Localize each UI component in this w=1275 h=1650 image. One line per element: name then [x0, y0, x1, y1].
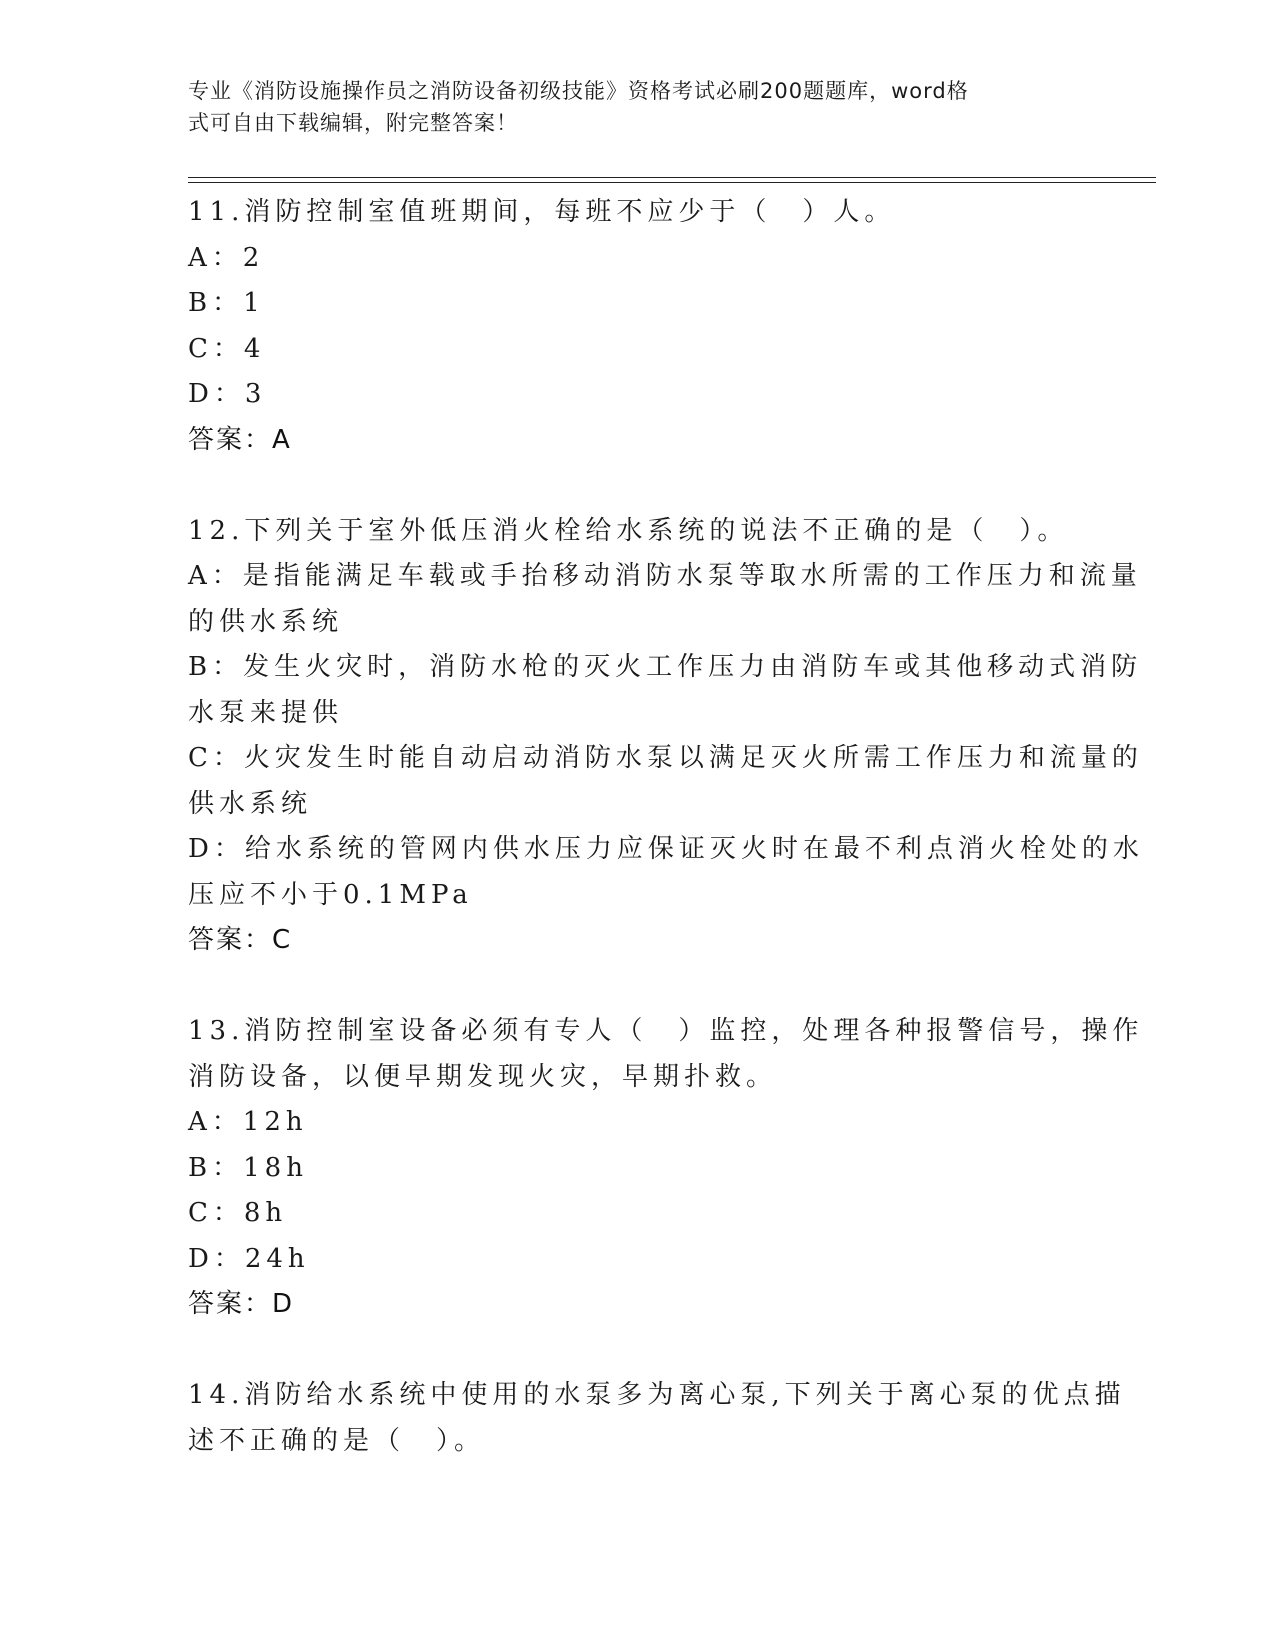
option-line: B：发生火灾时，消防水枪的灭火工作压力由消防车或其他移动式消防: [188, 652, 1143, 682]
question-block: [188, 1009, 1144, 1328]
option-line: 的供水系统: [188, 606, 344, 637]
option-line: 水泵来提供: [188, 697, 344, 728]
question-spacer: [188, 1328, 1088, 1374]
option-line: D：3: [188, 379, 267, 409]
document-header: [188, 75, 1068, 139]
question-stem-line: 12.下列关于室外低压消火栓给水系统的说法不正确的是（ ）。: [188, 515, 1069, 546]
header-line-2: 式可自由下载编辑，附完整答案！: [188, 111, 518, 135]
option-line: B：1: [188, 288, 265, 318]
question-stem-line: 11.消防控制室值班期间，每班不应少于（ ）人。: [188, 197, 896, 227]
header-divider-top: [188, 177, 1156, 178]
question-block: [188, 509, 1144, 964]
question-stem-line: 13.消防控制室设备必须有专人（ ）监控，处理各种报警信号，操作: [188, 1016, 1144, 1046]
question-list: [188, 190, 1144, 1464]
option-line: C：火灾发生时能自动启动消防水泵以满足灭火所需工作压力和流量的: [188, 743, 1143, 773]
option-line: C：8h: [188, 1198, 288, 1228]
header-divider-bottom: [188, 182, 1156, 183]
option-line: C：4: [188, 333, 266, 364]
option-line: A：2: [188, 242, 265, 273]
question-stem-line: 消防设备，以便早期发现火灾，早期扑救。: [188, 1061, 778, 1092]
answer-line: 答案：C: [188, 925, 293, 955]
question-spacer: [188, 463, 1088, 509]
option-line: D：24h: [188, 1243, 310, 1274]
answer-line: 答案：A: [188, 424, 292, 455]
question-stem-line: 述不正确的是（ ）。: [188, 1425, 486, 1456]
option-line: A：12h: [188, 1107, 308, 1137]
question-block: [188, 190, 1088, 463]
option-line: 压应不小于0.1MPa: [188, 879, 473, 910]
question-stem-line: 14.消防给水系统中使用的水泵多为离心泵,下列关于离心泵的优点描: [188, 1380, 1126, 1410]
option-line: 供水系统: [188, 788, 313, 819]
header-line-1: 专业《消防设施操作员之消防设备初级技能》资格考试必刷200题题库，word格: [188, 79, 969, 103]
question-block: [188, 1373, 1126, 1464]
option-line: D：给水系统的管网内供水压力应保证灭火时在最不利点消火栓处的水: [188, 834, 1144, 864]
question-spacer: [188, 964, 1088, 1010]
answer-line: 答案：D: [188, 1289, 295, 1319]
option-line: B：18h: [188, 1152, 308, 1183]
option-line: A：是指能满足车载或手抬移动消防水泵等取水所需的工作压力和流量: [188, 561, 1142, 591]
